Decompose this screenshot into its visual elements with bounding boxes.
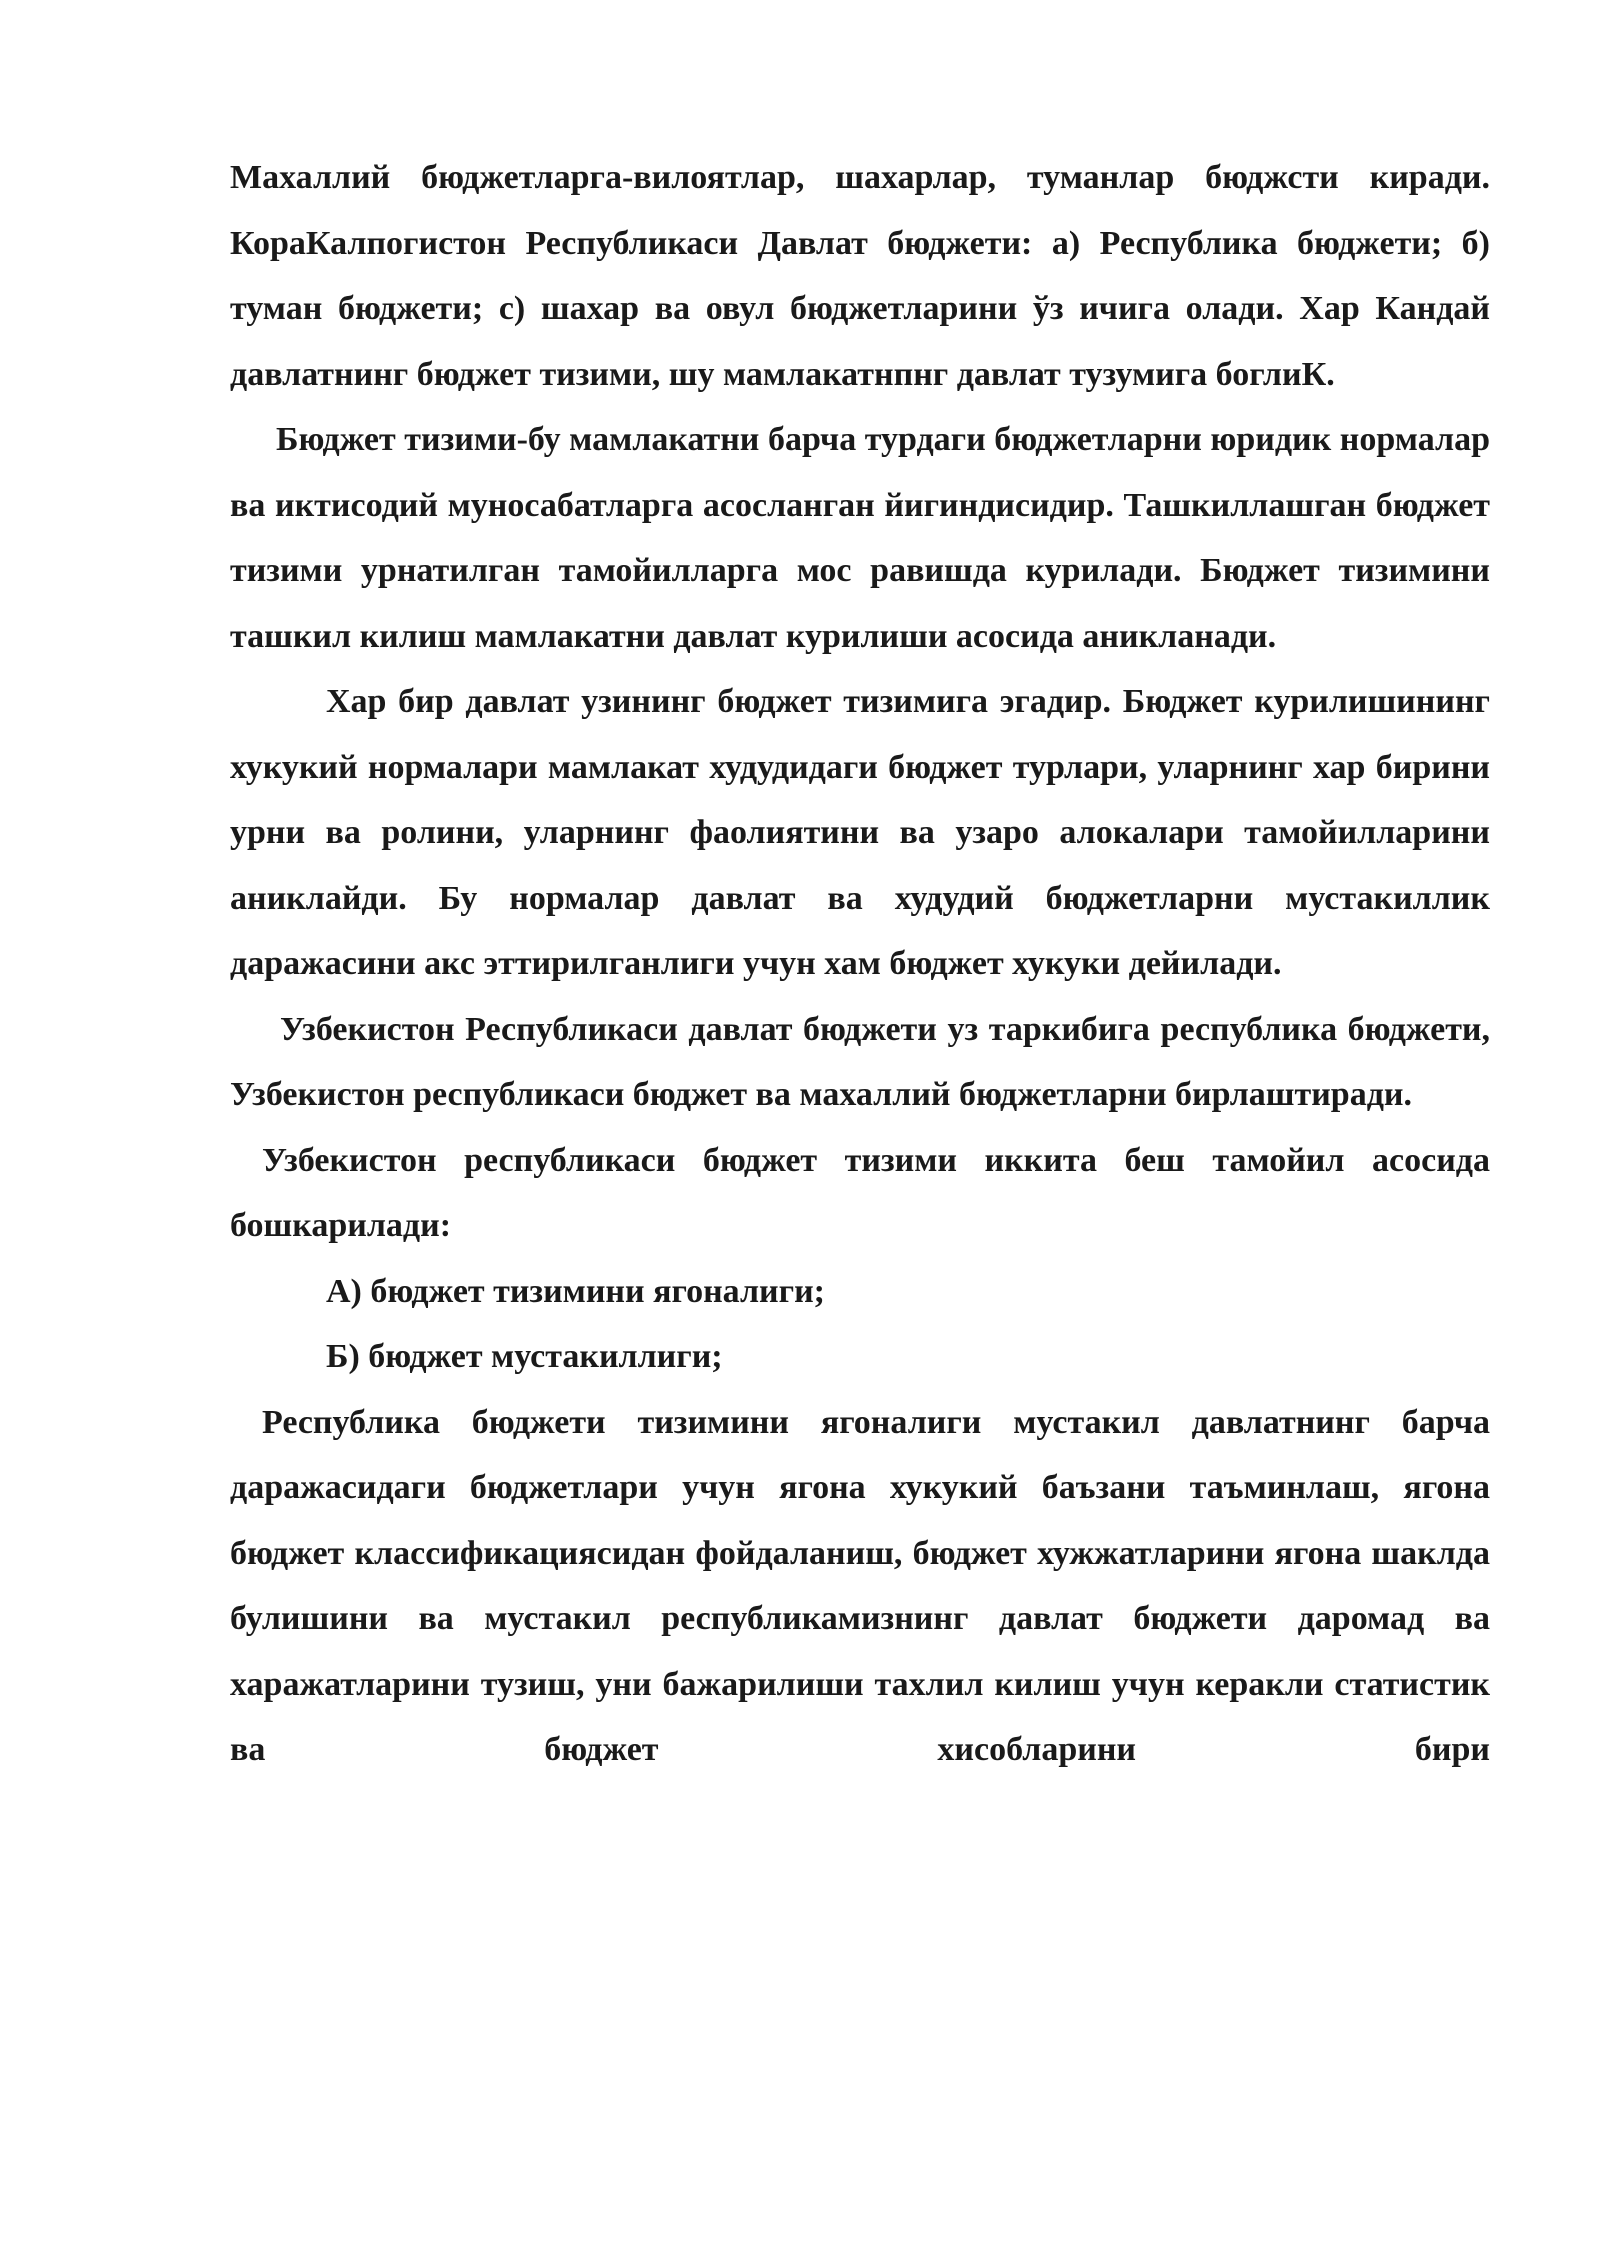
document-page [230,145,1490,1783]
list-item-unity: А) бюджет тизимини ягоналиги; [326,1272,825,1310]
paragraph-local-budgets: Махаллий бюджетларга-вилоятлар, шахарлар, туманлар бюджсти киради. КораКалпогистон Республикаси Давлат бюджети: а) Республика бюджети; б) туман бюджети; с) шахар ва овул бюджетларини ўз ичига олади. Хар Кандай давлатнинг бюджет тизими, шу мамлакатнпнг давлат тузумига боглиК. [230,159,1490,393]
paragraph-state-budget-composition: Узбекистон Республикаси давлат бюджети уз таркибига республика бюджети, Узбекистон республикаси бюджет ва махаллий бюджетларни бирлаштиради. [230,1010,1490,1113]
paragraph-budget-principles: Узбекистон республикаси бюджет тизими иккита беш тамойил асосида бошкарилади: [230,1141,1490,1244]
paragraph-budget-system-definition: Бюджет тизими-бу мамлакатни барча турдаги бюджетларни юридик нормалар ва иктисодий муносабатларга асосланган йигиндисидир. Ташкиллашган бюджет тизими урнатилган тамойилларга мос равишда курилади. Бюджет тизимини ташкил килиш мамлакатни давлат курилиши асосида аникланади. [230,421,1490,655]
paragraph-budget-unity: Республика бюджети тизимини ягоналиги мустакил давлатнинг барча даражасидаги бюджетлари учун ягона хукукий баъзани таъминлаш, ягона бюджет классификациясидан фойдаланиш, бюджет хужжатларини ягона шаклда булишини ва мустакил республикамизнинг давлат бюджети даромад ва харажатларини тузиш, уни бажарилиши тахлил килиш учун керакли статистик ва бюджет хисобларини бири [230,1403,1490,1768]
paragraph-budget-law: Хар бир давлат узининг бюджет тизимига эгадир. Бюджет курилишининг хукукий нормалари мамлакат худудидаги бюджет турлари, уларнинг хар бирини урни ва ролини, уларнинг фаолиятини ва узаро алокалари тамойилларини аниклайди. Бу нормалар давлат ва худудий бюджетларни мустакиллик даражасини акс эттирилганлиги учун хам бюджет хукуки дейилади. [230,683,1490,982]
list-item-independence: Б) бюджет мустакиллиги; [326,1338,723,1375]
